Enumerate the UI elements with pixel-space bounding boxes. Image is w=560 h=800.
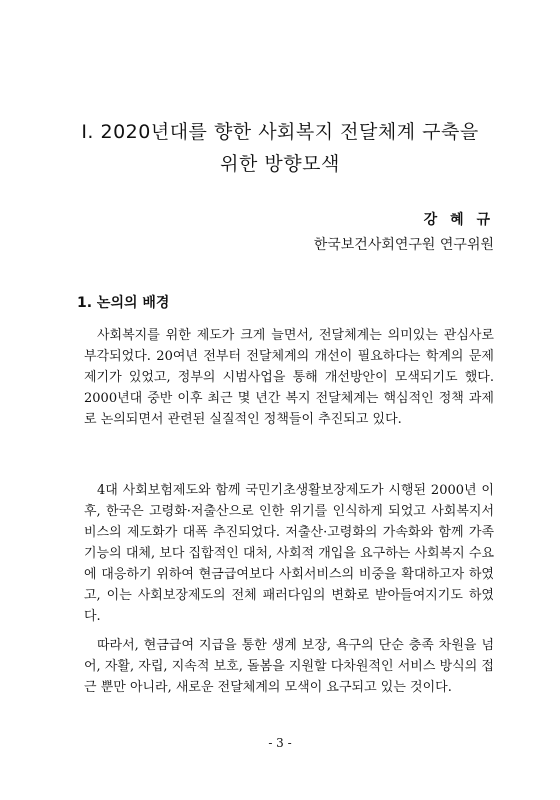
document-title [0, 116, 560, 180]
body-paragraph-1: 사회복지를 위한 제도가 크게 늘면서, 전달체계는 의미있는 관심사로 부각되었다. 20여년 전부터 전달체계의 개선이 필요하다는 학계의 문제 제기가 있었고, 정부의 시범사업을 통해 개선방안이 모색되기도 했다. 2000년대 중반 이후 최근 몇 년간 복지 전달체계는 핵심적인 정책 과제로 논의되면서 관련된 실질적인 정책들이 추진되고 있다. [84, 328, 494, 427]
page-number: - 3 - [268, 736, 292, 750]
title-line-1: I. 2020년대를 향한 사회복지 전달체계 구축을 [81, 121, 479, 143]
body-paragraph-3: 따라서, 현금급여 지급을 통한 생계 보장, 욕구의 단순 충족 차원을 넘어, 자활, 자립, 지속적 보호, 돌봄을 지원할 다차원적인 서비스 방식의 접근 뿐만 아니라, 새로운 전달체계의 모색이 요구되고 있는 것이다. [84, 638, 494, 695]
title-line-2: 위한 방향모색 [220, 153, 340, 175]
author-affiliation: 한국보건사회연구원 연구위원 [313, 237, 494, 253]
author-name: 강 혜 규 [423, 212, 494, 228]
section-heading: 1. 논의의 배경 [77, 295, 170, 311]
author-block [314, 208, 494, 258]
body-paragraph-2: 4대 사회보험제도와 함께 국민기초생활보장제도가 시행된 2000년 이후, 한국은 고령화·저출산으로 인한 위기를 인식하게 되었고 사회복지서비스의 제도화가 대폭 추진되었다. 저출산·고령화의 가속화와 함께 가족기능의 대체, 보다 집합적인 대처, 사회적 개입을 요구하는 사회복지 수요에 대응하기 위하여 현금급여보다 사회서비스의 비중을 확대하고자 하였고, 이는 사회보장제도의 전체 패러다임의 변화로 받아들여지기도 하였다. [84, 483, 494, 624]
